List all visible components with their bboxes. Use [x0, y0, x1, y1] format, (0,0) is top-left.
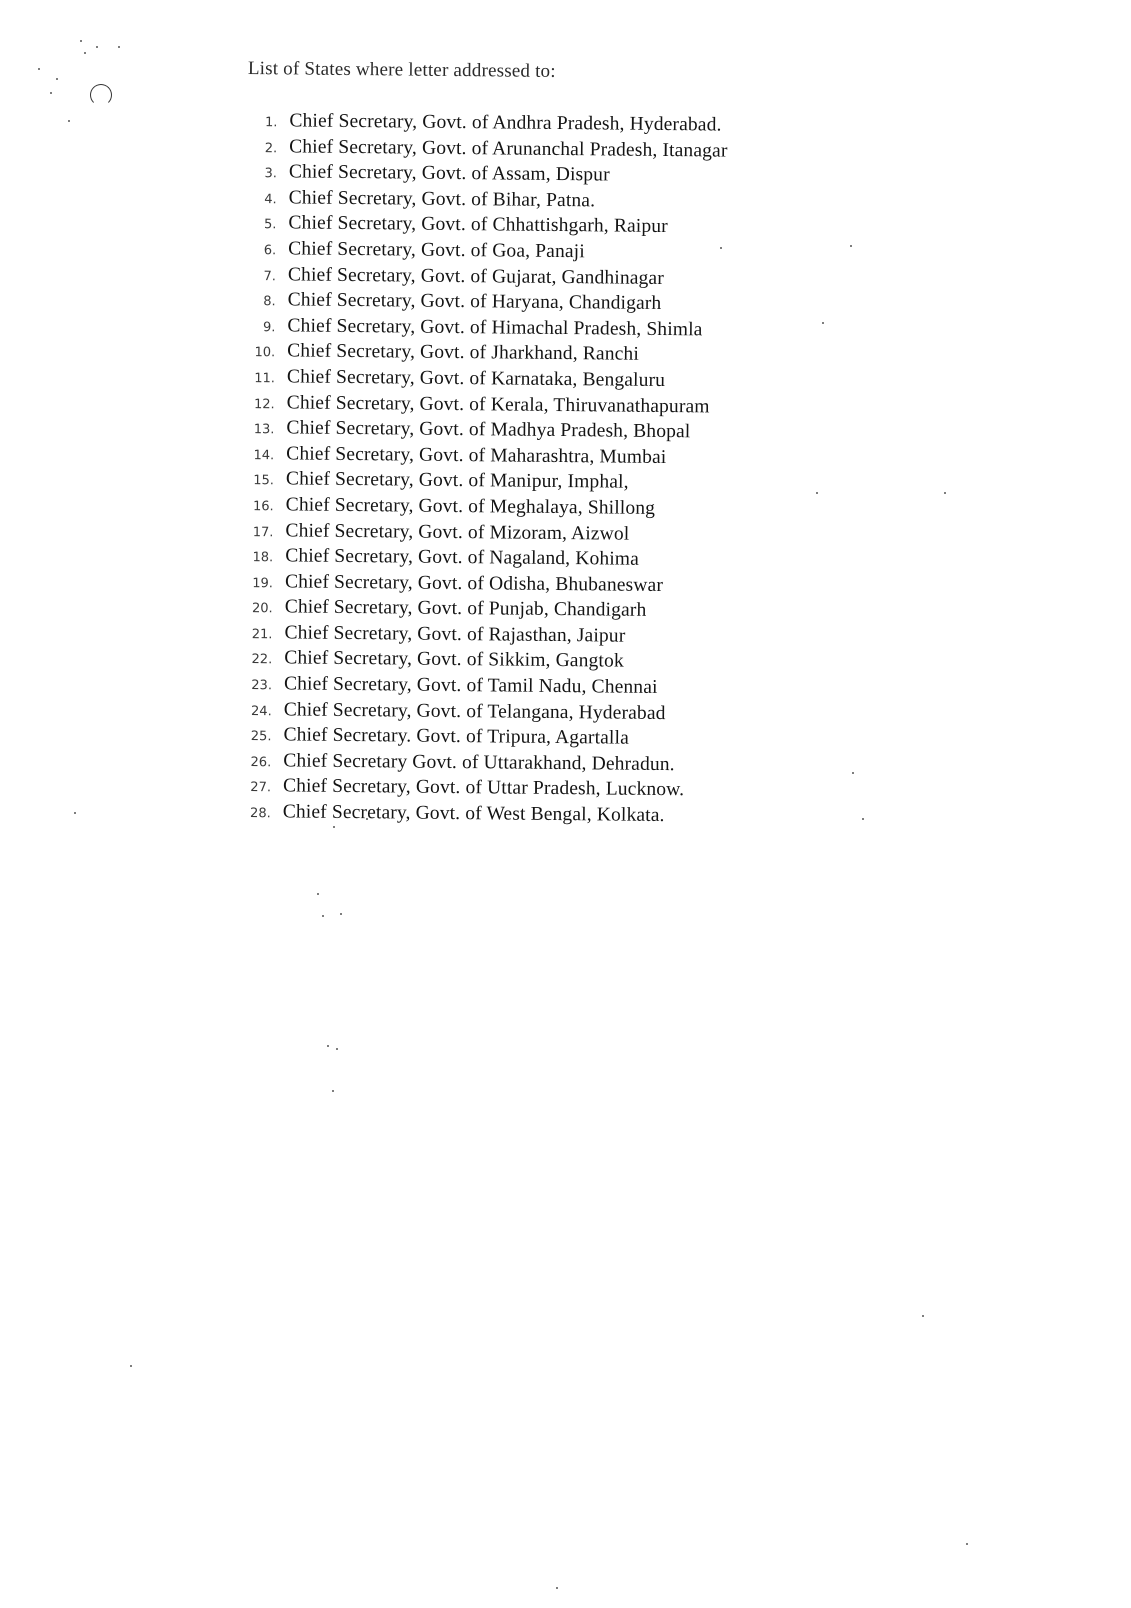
list-item-number: 26. [250, 754, 272, 771]
list-item-number: 23. [251, 678, 273, 694]
list-item-text: Chief Secretary, Govt. of Gujarat, Gandhinagar [287, 263, 665, 289]
list-item-text: Chief Secretary, Govt. of Madhya Pradesh, Bhopal [286, 417, 691, 443]
list-item-number: 28. [250, 806, 271, 822]
list-item-number: 7. [263, 268, 276, 284]
list-item [241, 801, 861, 833]
list-item-text: Chief Secretary, Govt. of Himachal Pradesh, Shimla [287, 315, 703, 341]
list-item-number: 21. [251, 626, 273, 643]
list-item-number: 11. [254, 371, 276, 387]
list-item-number: 1. [264, 115, 278, 131]
list-item-text: Chief Secretary, Govt. of Kerala, Thiruvanathapuram [286, 391, 710, 417]
list-item-text: Chief Secretary, Govt. of Nagaland, Kohima [285, 545, 640, 570]
list-item-number: 4. [264, 191, 277, 208]
list-item-number: 22. [251, 652, 273, 668]
list-item-number: 15. [253, 473, 275, 489]
list-item-text: Chief Secretary Govt. of Uttarakhand, Dehradun. [283, 750, 675, 775]
list-item-text: Chief Secretary, Govt. of Uttar Pradesh, Lucknow. [282, 775, 685, 801]
list-item-number: 19. [252, 575, 274, 591]
list-item-number: 14. [253, 447, 275, 463]
list-item-text: Chief Secretary, Govt. of Maharashtra, Mumbai [286, 443, 667, 468]
list-item-number: 6. [263, 243, 277, 259]
list-item-number: 17. [252, 524, 274, 540]
list-item-text: Chief Secretary, Govt. of Odisha, Bhubaneswar [284, 571, 664, 596]
list-item-text: Chief Secretary, Govt. of Punjab, Chandigarh [284, 596, 647, 622]
list-item-text: Chief Secretary, Govt. of Assam, Dispur [288, 161, 610, 186]
list-item-number: 13. [253, 422, 275, 438]
list-item-text: Chief Secretary, Govt. of Chhattishgarh, Raipur [288, 212, 668, 238]
list-item-number: 24. [250, 703, 272, 719]
list-item-number: 3. [264, 166, 277, 182]
list-item-text: Chief Secretary, Govt. of Karnataka, Bengaluru [286, 366, 666, 391]
list-item-text: Chief Secretary, Govt. of Jharkhand, Ranchi [287, 340, 640, 366]
list-item-number: 8. [263, 294, 276, 310]
list-item-number: 18. [252, 550, 274, 566]
list-item-text: Chief Secretary, Govt. of Andhra Pradesh, Hyderabad. [289, 110, 722, 136]
list-item-text: Chief Secretary, Govt. of Tamil Nadu, Chennai [283, 673, 658, 699]
list-item-text: Chief Secretary, Govt. of Manipur, Imphal, [285, 468, 629, 493]
list-item-text: Chief Secretary, Govt. of Meghalaya, Shillong [285, 494, 656, 519]
list-item-number: 16. [252, 498, 274, 515]
list-item-text: Chief Secretary, Govt. of Telangana, Hyderabad [283, 699, 666, 724]
list-item-text: Chief Secretary, Govt. of Goa, Panaji [288, 238, 585, 263]
list-item-number: 5. [263, 217, 277, 233]
list-item-text: Chief Secretary, Govt. of Haryana, Chandigarh [287, 289, 662, 315]
list-item-text: Chief Secretary, Govt. of West Bengal, Kolkata. [282, 801, 665, 827]
list-item-number: 12. [253, 396, 275, 412]
document-heading: List of States where letter addressed to: [247, 58, 556, 82]
addressee-list [241, 110, 868, 833]
list-item-number: 27. [250, 780, 272, 796]
list-item-number: 9. [262, 319, 276, 336]
list-item-number: 10. [254, 345, 276, 361]
list-item-text: Chief Secretary, Govt. of Rajasthan, Jaipur [284, 622, 626, 647]
list-item-text: Chief Secretary, Govt. of Sikkim, Gangtok [284, 647, 624, 673]
list-item-text: Chief Secretary. Govt. of Tripura, Agartalla [283, 724, 630, 749]
list-item-number: 2. [264, 140, 278, 156]
list-item-number: 25. [250, 729, 272, 745]
list-item-number: 20. [251, 601, 273, 617]
list-item-text: Chief Secretary, Govt. of Arunanchal Pradesh, Itanagar [289, 135, 728, 162]
list-item-text: Chief Secretary, Govt. of Bihar, Patna. [288, 187, 596, 212]
list-item-text: Chief Secretary, Govt. of Mizoram, Aizwol [285, 519, 630, 545]
